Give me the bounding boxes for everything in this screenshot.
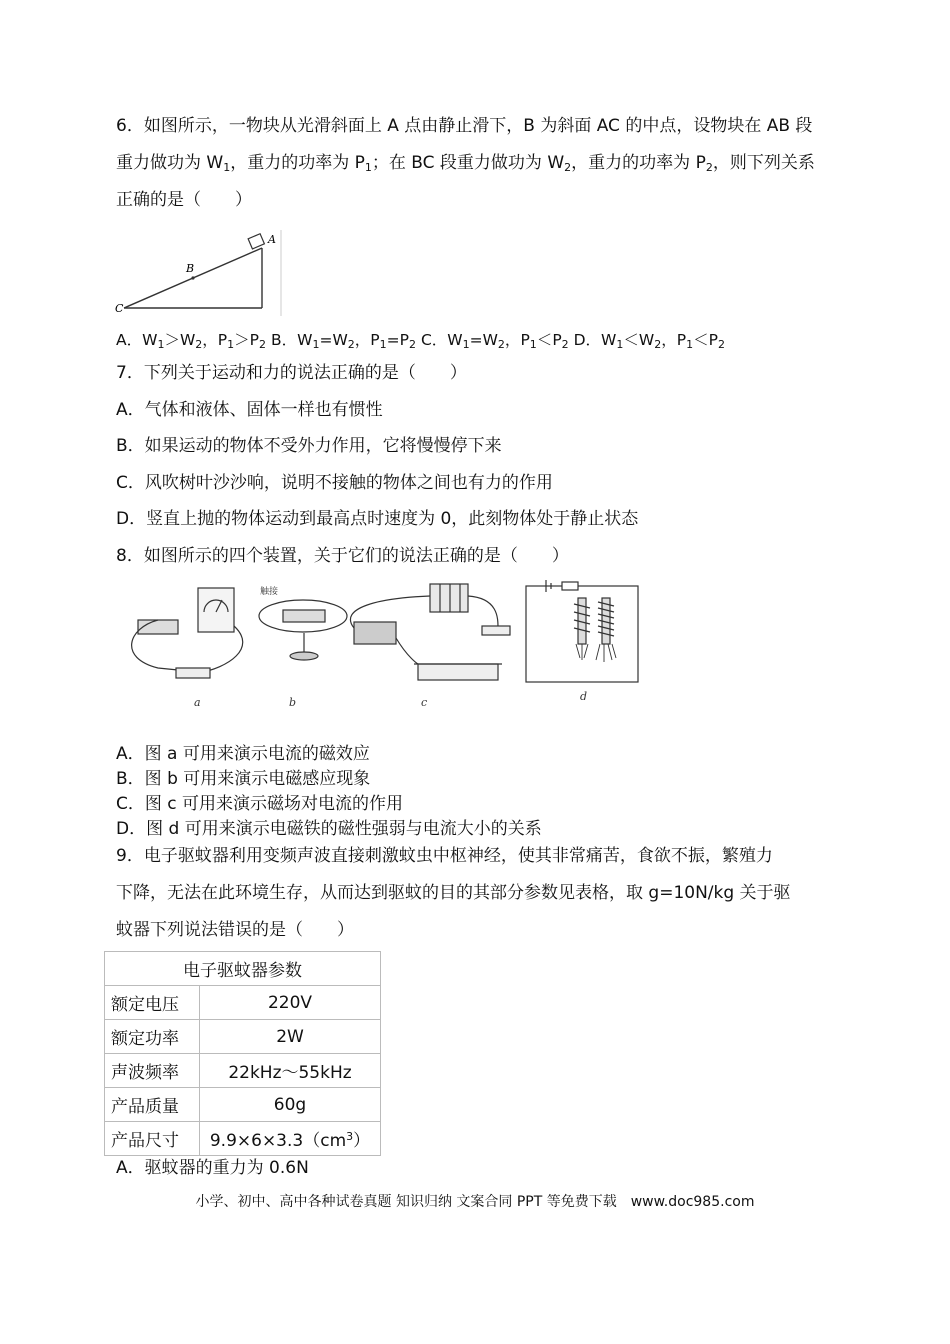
q7-option-b: B．如果运动的物体不受外力作用，它将慢慢停下来 [116,436,502,456]
table-cell-value: 220V [200,986,381,1020]
q6-option-b: B．$W_1=W_2$，$P_1=P_2$ [270,331,416,351]
q7-option-c: C．风吹树叶沙沙响，说明不接触的物体之间也有力的作用 [116,473,553,493]
q9-option-a: A．驱蚊器的重力为 0.6N [116,1158,309,1178]
device-c [350,584,510,709]
incline-figure [112,230,284,316]
fig-label-b: b [289,696,297,709]
table-cell-label: 额定电压 [105,986,200,1020]
q6-option-c: C．$W_1=W_2$，$P_1<P_2$ [420,331,569,351]
q6-stem-line3: 正确的是（ ） [116,190,252,210]
table-row [105,1122,381,1156]
q9-stem-line1: 9．电子驱蚊器利用变频声波直接刺激蚊虫中枢神经，使其非常痛苦，食欲不振，繁殖力 [116,846,773,866]
label-c: C [115,302,124,315]
table-cell-value: 60g [200,1088,381,1122]
table-row [105,1088,381,1122]
device-b [259,585,347,709]
q8-stem: 8．如图所示的四个装置，关于它们的说法正确的是（ ） [116,546,569,566]
q7-stem: 7．下列关于运动和力的说法正确的是（ ） [116,363,467,383]
table-cell-label: 产品尺寸 [105,1122,200,1156]
table-title: 电子驱蚊器参数 [105,952,381,986]
q8-option-a: A．图 a 可用来演示电流的磁效应 [116,744,370,764]
table-cell-value: 22kHz～55kHz [200,1054,381,1088]
q9-stem-line3: 蚊器下列说法错误的是（ ） [116,920,354,940]
q6-option-d: D．$W_1<W_2$，$P_1<P_2$ [573,331,725,351]
q6-option-a: A．$W_1>W_2$，$P_1>P_2$ [116,331,267,351]
table-row [105,952,381,986]
block [248,234,264,249]
table-cell-value: $9.9\times 6\times 3.3(cm^3)$ [200,1122,381,1156]
table-cell-value: 2W [200,1020,381,1054]
label-b: B [186,262,195,275]
q8-option-d: D．图 d 可用来演示电磁铁的磁性强弱与电流大小的关系 [116,819,542,839]
page-footer: 小学、初中、高中各种试卷真题 知识归纳 文案合同 PPT 等免费下载 www.doc985.com [195,1194,755,1210]
label-a: A [268,233,276,246]
table-row [105,986,381,1020]
q6-stem-line1: 6．如图所示，一物块从光滑斜面上 A 点由静止滑下，B 为斜面 AC 的中点，设物块在 AB 段 [116,116,813,136]
fig-label-a: a [194,696,201,709]
fig-b-text: 触接 [260,587,279,597]
table-row [105,1020,381,1054]
device-a [132,588,243,709]
q6-options [116,328,725,351]
q8-option-c: C．图 c 可用来演示磁场对电流的作用 [116,794,404,814]
table-cell-label: 声波频率 [105,1054,200,1088]
device-d [526,580,638,703]
fig-label-d: d [580,690,588,703]
table-cell-label: 产品质量 [105,1088,200,1122]
fig-label-c: c [421,696,428,709]
q9-stem-line2: 下降，无法在此环境生存，从而达到驱蚊的目的其部分参数见表格，取 g=10N/kg 关于驱 [116,883,791,903]
q7-option-d: D．竖直上抛的物体运动到最高点时速度为 0，此刻物体处于静止状态 [116,509,639,529]
q7-option-a: A．气体和液体、固体一样也有惯性 [116,400,383,420]
parameter-table [104,951,381,1156]
table-row [105,1054,381,1088]
q6-stem-line2: 重力做功为 $W_1$，重力的功率为 $P_1$；在 BC 段重力做功为 $W_2$，重力的功率为 $P_2$，则下列关系 [116,153,815,174]
four-devices-figure [118,578,648,710]
q8-option-b: B．图 b 可用来演示电磁感应现象 [116,769,371,789]
table-cell-label: 额定功率 [105,1020,200,1054]
